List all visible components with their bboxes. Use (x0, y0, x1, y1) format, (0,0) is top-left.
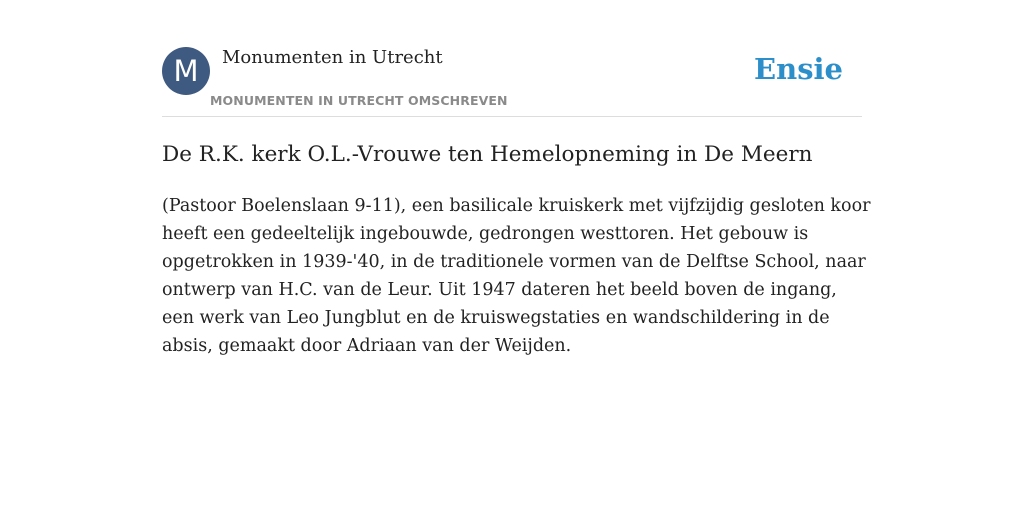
brand-logo[interactable]: Ensie (754, 52, 843, 86)
site-title[interactable]: Monumenten in Utrecht (222, 47, 443, 68)
avatar[interactable]: M (162, 47, 210, 95)
article-title: De R.K. kerk O.L.-Vrouwe ten Hemelopneming in De Meern (162, 142, 813, 167)
article-body: (Pastoor Boelenslaan 9-11), een basilicale kruiskerk met vijfzijdig gesloten koor heeft een gedeeltelijk ingebouwde, gedrongen westtoren. Het gebouw is opgetrokken in 1939-'40, in de traditionele vormen van de Delftse School, naar ontwerp van H.C. van de Leur. Uit 1947 dateren het beeld boven de ingang, een werk van Leo Jungblut en de kruiswegstaties en wandschildering in de absis, gemaakt door Adriaan van der Weijden. (162, 196, 871, 356)
site-subtitle[interactable]: MONUMENTEN IN UTRECHT OMSCHREVEN (210, 93, 508, 108)
page-header (162, 46, 862, 117)
